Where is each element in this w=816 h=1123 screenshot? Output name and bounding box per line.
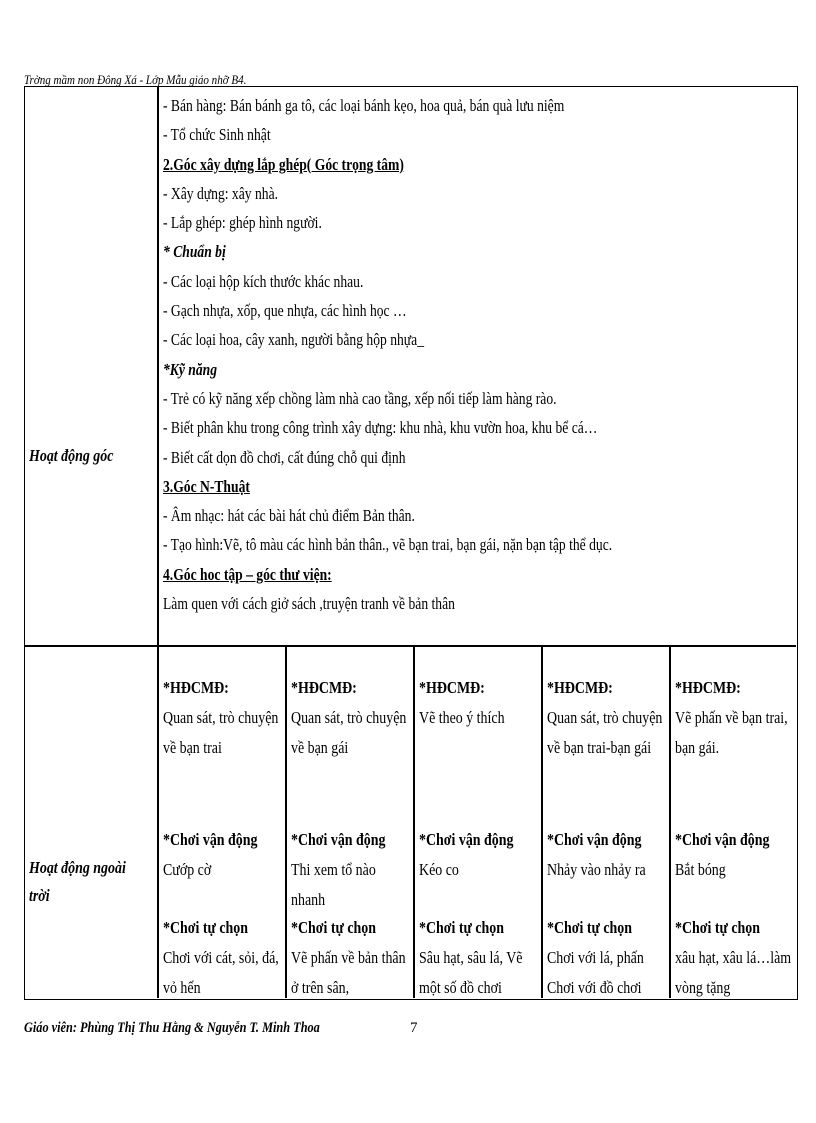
activity-text: Thi xem tổ nào nhanh [291, 860, 376, 909]
corner-activities-content [163, 91, 793, 618]
activity-heading: *HĐCMĐ: [547, 678, 613, 697]
page-footer: Giáo viên: Phùng Thị Thu Hằng & Nguyễn T. Minh Thoa [24, 1020, 320, 1036]
activity-heading: *Chơi tự chọn [163, 918, 249, 937]
activity-heading: *Chơi tự chọn [291, 918, 377, 937]
activity-heading: *Chơi tự chọn [547, 918, 633, 937]
content-line: Làm quen với cách giở sách ,truyện tranh về bản thân [163, 594, 455, 614]
content-line: - Trẻ có kỹ năng xếp chồng làm nhà cao tầng, xếp nối tiếp làm hàng rào. [163, 388, 557, 408]
content-line: - Các loại hộp kích thước khác nhau. [163, 271, 364, 291]
content-line: - Biết cất dọn đồ chơi, cất đúng chỗ qui định [163, 447, 406, 467]
activity-heading: *Chơi vận động [547, 830, 642, 849]
section-divider [25, 645, 796, 647]
activity-text: Quan sát, trò chuyện về bạn trai [163, 708, 279, 757]
day-column-divider [541, 645, 543, 998]
content-line: - Tạo hình:Vẽ, tô màu các hình bản thân., vẽ bạn trai, bạn gái, nặn bạn tập thể dục. [163, 535, 613, 555]
activity-heading: *Chơi vận động [163, 830, 258, 849]
activity-text: Kéo co [419, 860, 459, 879]
activity-text: Vẽ phấn về bạn trai, bạn gái. [675, 708, 788, 757]
activity-text: Cướp cờ [163, 860, 212, 879]
content-line: - Bán hàng: Bán bánh ga tô, các loại bánh kẹo, hoa quả, bán quà lưu niệm [163, 96, 565, 115]
activity-heading: *Chơi vận động [675, 830, 770, 849]
activity-text: Chơi với cát, sỏi, đá, vỏ hến [163, 948, 279, 997]
activity-text: Vẽ phấn về bản thân ở trên sân, [291, 948, 406, 997]
activity-heading: *Chơi vận động [419, 830, 514, 849]
page-number: 7 [410, 1020, 418, 1036]
row-label-line: trời [29, 886, 50, 905]
row-label-outdoor-activities [29, 854, 126, 910]
day-column-divider [413, 645, 415, 998]
activity-heading: *Chơi tự chọn [419, 918, 505, 937]
content-line: - Tổ chức Sinh nhật [163, 125, 271, 145]
day-column-divider [285, 645, 287, 998]
content-line: - Lắp ghép: ghép hình người. [163, 213, 322, 233]
schedule-table [24, 86, 798, 1000]
section-heading: 2.Góc xây dựng lắp ghép( Góc trọng tâm) [163, 154, 404, 174]
activity-heading: *HĐCMĐ: [419, 678, 485, 697]
activity-text: Vẽ theo ý thích [419, 708, 505, 727]
content-line: - Âm nhạc: hát các bài hát chủ điểm Bản thân. [163, 506, 415, 526]
activity-text: Chơi với lá, phấn Chơi với đồ chơi [547, 948, 644, 997]
activity-heading: *HĐCMĐ: [675, 678, 741, 697]
activity-text: Bắt bóng [675, 860, 726, 879]
activity-text: Sâu hạt, sâu lá, Vẽ một số đồ chơi [419, 948, 523, 997]
activity-heading: *Chơi vận động [291, 830, 386, 849]
row-label-corner-activities: Hoạt động góc [29, 446, 114, 465]
content-line: - Gạch nhựa, xốp, que nhựa, các hình học … [163, 301, 407, 321]
section-heading: 4.Góc hoc tập – góc thư viện: [163, 564, 332, 584]
activity-heading: *Chơi tự chọn [675, 918, 761, 937]
activity-text: Nhảy vào nhảy ra [547, 860, 646, 879]
content-line: - Xây dựng: xây nhà. [163, 183, 279, 203]
label-column-divider [157, 87, 159, 998]
activity-heading: *HĐCMĐ: [163, 678, 229, 697]
activity-text: Quan sát, trò chuyện về bạn gái [291, 708, 407, 757]
content-line: *Kỹ năng [163, 359, 218, 379]
content-line: * Chuẩn bị [163, 242, 226, 262]
activity-text: xâu hạt, xâu lá…làm vòng tặng [675, 948, 792, 997]
activity-heading: *HĐCMĐ: [291, 678, 357, 697]
content-line: - Các loại hoa, cây xanh, người bằng hộp nhựa_ [163, 330, 424, 350]
section-heading: 3.Góc N-Thuật [163, 476, 250, 496]
activity-text: Quan sát, trò chuyện về bạn trai-bạn gái [547, 708, 663, 757]
content-line: - Biết phân khu trong công trình xây dựng: khu nhà, khu vườn hoa, khu bể cá… [163, 418, 598, 438]
page-header: Trờng mầm non Đông Xá - Lớp Mẫu giáo nhỡ B4. [24, 72, 247, 87]
day-column-divider [669, 645, 671, 998]
row-label-line: Hoạt động ngoài [29, 858, 126, 877]
